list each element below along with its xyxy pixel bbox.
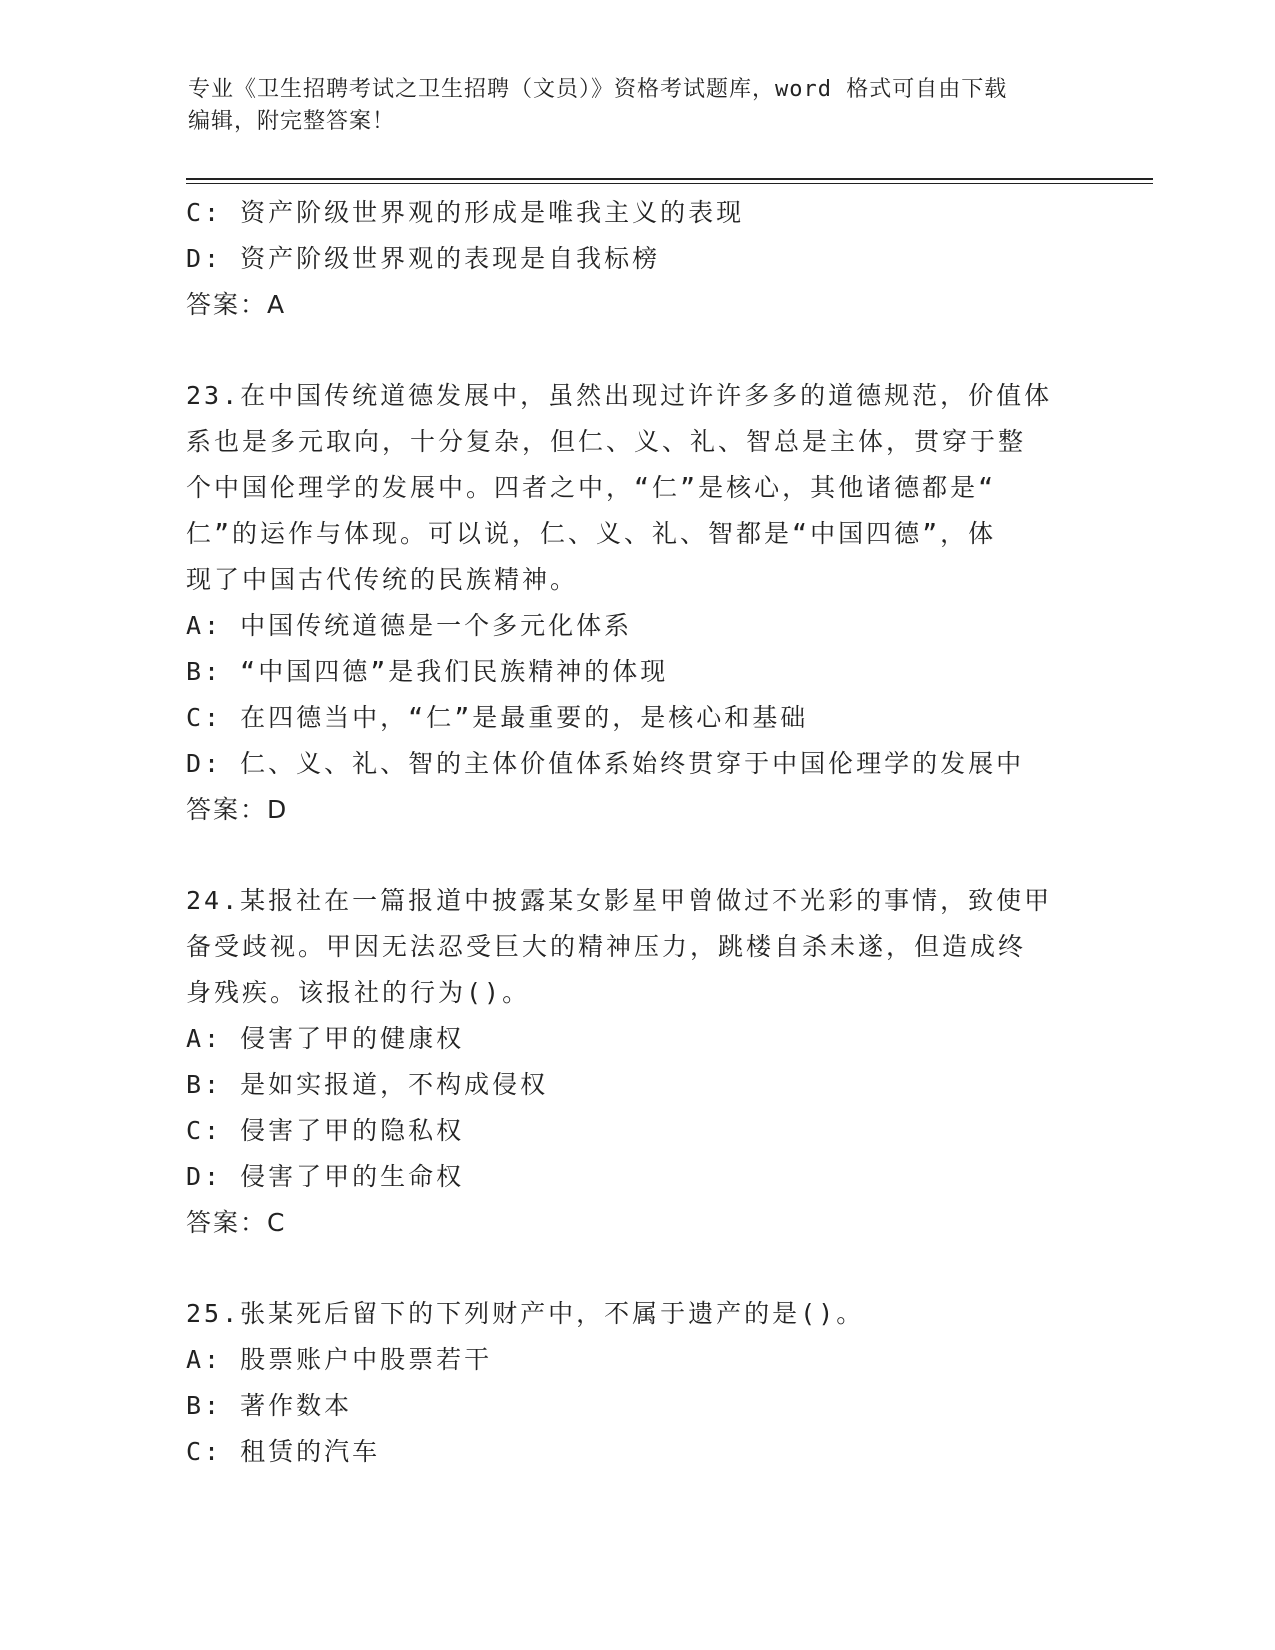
option-c: C: 在四德当中，“仁”是最重要的，是核心和基础 (186, 703, 809, 732)
question-stem-line: 24.某报社在一篇报道中披露某女影星甲曾做过不光彩的事情，致使甲 (186, 886, 1053, 915)
option-a: A: 股票账户中股票若干 (186, 1345, 493, 1374)
option-d: D: 仁、义、礼、智的主体价值体系始终贯穿于中国伦理学的发展中 (186, 749, 1025, 778)
option-b: B: 是如实报道，不构成侵权 (186, 1070, 549, 1099)
question-stem-line: 备受歧视。甲因无法忍受巨大的精神压力，跳楼自杀未遂，但造成终 (186, 932, 1027, 961)
question-23 (186, 373, 1086, 833)
question-stem-line: 25.张某死后留下的下列财产中，不属于遗产的是()。 (186, 1299, 865, 1328)
option-a: A: 侵害了甲的健康权 (186, 1024, 465, 1053)
question-stem-line: 仁”的运作与体现。可以说，仁、义、礼、智都是“中国四德”，体 (186, 519, 997, 548)
question-list (186, 190, 1086, 1475)
question-25 (186, 1291, 1086, 1475)
question-stem-line: 23.在中国传统道德发展中，虽然出现过许许多多的道德规范，价值体 (186, 381, 1053, 410)
header-rule-thin (186, 183, 1153, 184)
option-c: C: 侵害了甲的隐私权 (186, 1116, 465, 1145)
option-c: C: 资产阶级世界观的形成是唯我主义的表现 (186, 198, 745, 227)
document-header (188, 74, 1088, 138)
question-stem-line: 个中国伦理学的发展中。四者之中，“仁”是核心，其他诸德都是“ (186, 473, 997, 502)
question-stem-line: 系也是多元取向，十分复杂，但仁、义、礼、智总是主体，贯穿于整 (186, 427, 1027, 456)
option-b: B: 著作数本 (186, 1391, 353, 1420)
option-c: C: 租赁的汽车 (186, 1437, 381, 1466)
question-22 (186, 190, 1086, 328)
question-stem-line: 现了中国古代传统的民族精神。 (186, 565, 579, 594)
header-line-1: 专业《卫生招聘考试之卫生招聘（文员）》资格考试题库，word 格式可自由下载 (188, 77, 1008, 102)
option-a: A: 中国传统道德是一个多元化体系 (186, 611, 633, 640)
answer: 答案：C (186, 1208, 287, 1237)
option-d: D: 资产阶级世界观的表现是自我标榜 (186, 244, 661, 273)
header-rule-thick (186, 178, 1153, 180)
option-b: B: “中国四德”是我们民族精神的体现 (186, 657, 669, 686)
answer: 答案：D (186, 795, 289, 824)
answer: 答案：A (186, 290, 287, 319)
question-24 (186, 878, 1086, 1246)
option-d: D: 侵害了甲的生命权 (186, 1162, 465, 1191)
question-stem-line: 身残疾。该报社的行为()。 (186, 978, 531, 1007)
header-line-2: 编辑，附完整答案！ (188, 109, 396, 134)
